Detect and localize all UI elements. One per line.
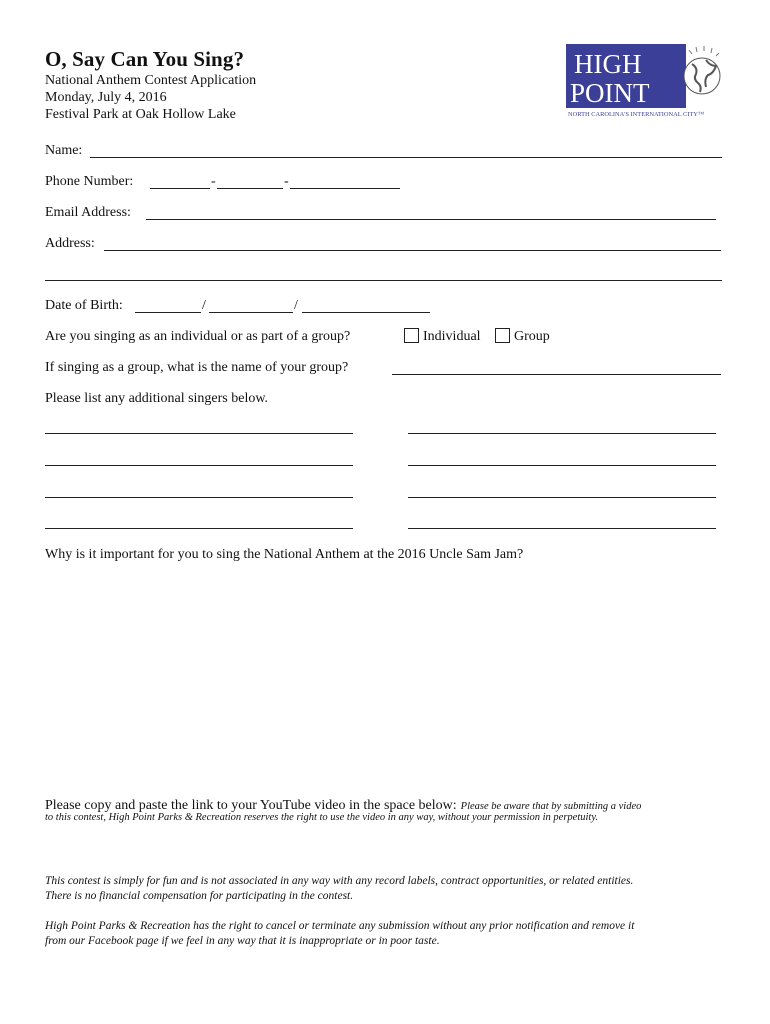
additional-singer-field-7[interactable] — [45, 528, 353, 529]
individual-option-label: Individual — [423, 329, 481, 344]
phone-label: Phone Number: — [45, 174, 134, 189]
youtube-note-part2: to this contest, High Point Parks & Recreation reserves the right to use the video in any way, without your permission in perpetuity. — [45, 812, 599, 823]
group-name-field[interactable] — [392, 374, 721, 375]
phone-prefix-field[interactable] — [217, 188, 283, 189]
youtube-prompt: Please copy and paste the link to your YouTube video in the space below: — [45, 798, 457, 813]
dob-separator-2: / — [294, 298, 298, 313]
additional-singer-field-3[interactable] — [45, 465, 353, 466]
page-title: O, Say Can You Sing? — [45, 47, 245, 71]
logo-word-point: POINT — [570, 78, 650, 108]
singing-type-question: Are you singing as an individual or as part of a group? — [45, 329, 351, 344]
high-point-logo — [566, 44, 722, 118]
dob-month-field[interactable] — [135, 312, 201, 313]
phone-separator-1: - — [211, 174, 216, 189]
phone-area-code-field[interactable] — [150, 188, 210, 189]
why-question: Why is it important for you to sing the National Anthem at the 2016 Uncle Sam Jam? — [45, 547, 524, 562]
name-label: Name: — [45, 143, 83, 158]
dob-day-field[interactable] — [209, 312, 293, 313]
group-checkbox[interactable] — [495, 328, 510, 343]
additional-singer-field-8[interactable] — [408, 528, 716, 529]
additional-singers-prompt: Please list any additional singers below. — [45, 391, 269, 406]
group-option-label: Group — [514, 329, 550, 344]
youtube-note-part1: Please be aware that by submitting a video — [460, 801, 642, 812]
additional-singer-field-4[interactable] — [408, 465, 716, 466]
additional-singer-field-1[interactable] — [45, 433, 353, 434]
email-label: Email Address: — [45, 205, 131, 220]
logo-word-high: HIGH — [574, 49, 642, 79]
disclaimer-line-1: This contest is simply for fun and is not associated in any way with any record labels, contract opportunities, or related entities. — [45, 875, 634, 887]
globe-icon — [684, 46, 720, 94]
individual-checkbox[interactable] — [404, 328, 419, 343]
subtitle-line-2: Monday, July 4, 2016 — [45, 90, 167, 105]
disclaimer-line-2: There is no financial compensation for participating in the contest. — [45, 890, 354, 902]
dob-label: Date of Birth: — [45, 298, 123, 313]
why-answer-area[interactable] — [45, 570, 722, 785]
phone-separator-2: - — [284, 174, 289, 189]
additional-singer-field-6[interactable] — [408, 497, 716, 498]
dob-year-field[interactable] — [302, 312, 430, 313]
disclaimer-line-3: High Point Parks & Recreation has the right to cancel or terminate any submission without any prior notification and remove it — [45, 920, 635, 932]
address-field-line-2[interactable] — [45, 280, 722, 281]
phone-line-number-field[interactable] — [290, 188, 400, 189]
address-label: Address: — [45, 236, 95, 251]
dob-separator-1: / — [202, 298, 206, 313]
additional-singer-field-5[interactable] — [45, 497, 353, 498]
name-field[interactable] — [90, 157, 722, 158]
logo-tagline: NORTH CAROLINA'S INTERNATIONAL CITY™ — [568, 111, 705, 118]
additional-singer-field-2[interactable] — [408, 433, 716, 434]
subtitle-line-3: Festival Park at Oak Hollow Lake — [45, 107, 236, 122]
disclaimer-line-4: from our Facebook page if we feel in any way that it is inappropriate or in poor taste. — [45, 935, 440, 947]
email-field[interactable] — [146, 219, 716, 220]
group-name-question: If singing as a group, what is the name of your group? — [45, 360, 349, 375]
subtitle-line-1: National Anthem Contest Application — [45, 73, 257, 88]
address-field-line-1[interactable] — [104, 250, 721, 251]
